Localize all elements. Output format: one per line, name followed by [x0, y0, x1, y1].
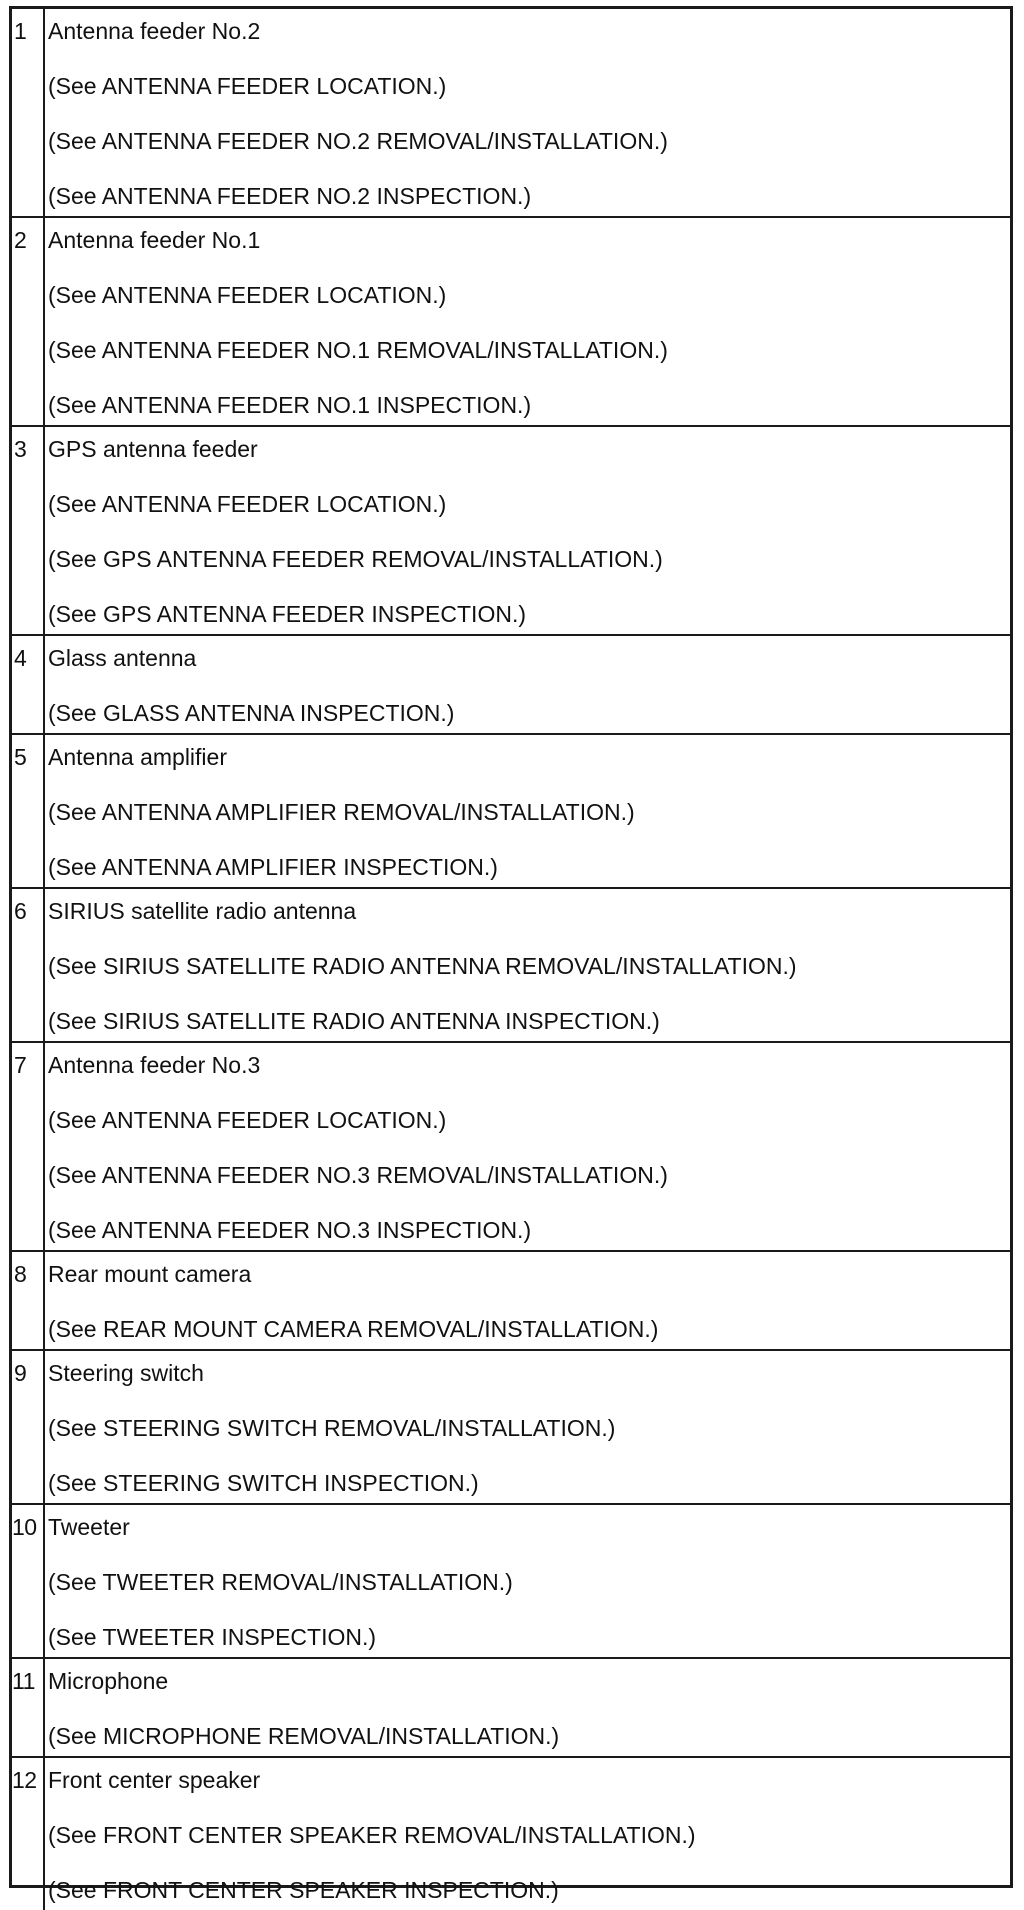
reference-link[interactable]: (See FRONT CENTER SPEAKER INSPECTION.): [48, 1877, 559, 1903]
reference-link[interactable]: (See SIRIUS SATELLITE RADIO ANTENNA INSPECTION.): [48, 1008, 660, 1034]
item-number: 7: [12, 1043, 45, 1250]
item-title: Glass antenna: [48, 645, 197, 671]
item-content: [45, 1659, 1010, 1756]
item-content: [45, 1252, 1010, 1349]
item-content: [45, 427, 1010, 634]
item-content: [45, 9, 1010, 216]
item-number: 10: [12, 1505, 45, 1657]
reference-link[interactable]: (See STEERING SWITCH REMOVAL/INSTALLATION.): [48, 1415, 616, 1441]
item-title: Rear mount camera: [48, 1261, 252, 1287]
table-row: [12, 1659, 1010, 1758]
item-title: Microphone: [48, 1668, 169, 1694]
item-content: [45, 1043, 1010, 1250]
table-row: [12, 1758, 1010, 1910]
item-content: [45, 1505, 1010, 1657]
table-row: [12, 889, 1010, 1043]
item-number: 8: [12, 1252, 45, 1349]
item-title: Antenna feeder No.3: [48, 1052, 261, 1078]
reference-link[interactable]: (See GPS ANTENNA FEEDER INSPECTION.): [48, 601, 526, 627]
item-title: Antenna amplifier: [48, 744, 227, 770]
reference-link[interactable]: (See ANTENNA FEEDER NO.1 INSPECTION.): [48, 392, 532, 418]
table-row: [12, 636, 1010, 735]
reference-link[interactable]: (See MICROPHONE REMOVAL/INSTALLATION.): [48, 1723, 560, 1749]
item-number: 12: [12, 1758, 45, 1910]
table-row: [12, 218, 1010, 427]
reference-link[interactable]: (See ANTENNA FEEDER NO.2 REMOVAL/INSTALLATION.): [48, 128, 668, 154]
table-row: [12, 1351, 1010, 1505]
reference-link[interactable]: (See REAR MOUNT CAMERA REMOVAL/INSTALLATION.): [48, 1316, 659, 1342]
reference-link[interactable]: (See ANTENNA FEEDER LOCATION.): [48, 1107, 447, 1133]
item-title: GPS antenna feeder: [48, 436, 258, 462]
reference-link[interactable]: (See FRONT CENTER SPEAKER REMOVAL/INSTALLATION.): [48, 1822, 696, 1848]
reference-link[interactable]: (See ANTENNA AMPLIFIER INSPECTION.): [48, 854, 498, 880]
table-row: [12, 427, 1010, 636]
item-number: 1: [12, 9, 45, 216]
reference-link[interactable]: (See ANTENNA FEEDER LOCATION.): [48, 491, 447, 517]
reference-link[interactable]: (See ANTENNA FEEDER NO.3 INSPECTION.): [48, 1217, 532, 1243]
reference-link[interactable]: (See ANTENNA FEEDER NO.3 REMOVAL/INSTALLATION.): [48, 1162, 668, 1188]
item-title: Antenna feeder No.1: [48, 227, 261, 253]
reference-link[interactable]: (See STEERING SWITCH INSPECTION.): [48, 1470, 479, 1496]
item-title: Antenna feeder No.2: [48, 18, 261, 44]
item-content: [45, 735, 1010, 887]
item-title: Front center speaker: [48, 1767, 261, 1793]
table-row: [12, 9, 1010, 218]
reference-link[interactable]: (See TWEETER INSPECTION.): [48, 1624, 377, 1650]
item-number: 4: [12, 636, 45, 733]
item-content: [45, 636, 1010, 733]
reference-link[interactable]: (See ANTENNA FEEDER LOCATION.): [48, 73, 447, 99]
item-title: Steering switch: [48, 1360, 204, 1386]
reference-link[interactable]: (See ANTENNA FEEDER NO.2 INSPECTION.): [48, 183, 532, 209]
reference-link[interactable]: (See GPS ANTENNA FEEDER REMOVAL/INSTALLATION.): [48, 546, 663, 572]
item-number: 2: [12, 218, 45, 425]
table-row: [12, 1252, 1010, 1351]
item-title: Tweeter: [48, 1514, 130, 1540]
item-number: 3: [12, 427, 45, 634]
component-table: [9, 6, 1013, 1903]
item-title: SIRIUS satellite radio antenna: [48, 898, 357, 924]
item-number: 5: [12, 735, 45, 887]
reference-link[interactable]: (See ANTENNA FEEDER NO.1 REMOVAL/INSTALLATION.): [48, 337, 668, 363]
item-number: 11: [12, 1659, 45, 1756]
reference-link[interactable]: (See ANTENNA AMPLIFIER REMOVAL/INSTALLATION.): [48, 799, 635, 825]
item-content: [45, 218, 1010, 425]
item-number: 9: [12, 1351, 45, 1503]
reference-link[interactable]: (See TWEETER REMOVAL/INSTALLATION.): [48, 1569, 513, 1595]
table-row: [12, 1043, 1010, 1252]
reference-link[interactable]: (See SIRIUS SATELLITE RADIO ANTENNA REMOVAL/INSTALLATION.): [48, 953, 797, 979]
item-content: [45, 1758, 1010, 1910]
table-row: [12, 1505, 1010, 1659]
table-row: [12, 735, 1010, 889]
item-content: [45, 889, 1010, 1041]
reference-link[interactable]: (See GLASS ANTENNA INSPECTION.): [48, 700, 455, 726]
item-content: [45, 1351, 1010, 1503]
reference-link[interactable]: (See ANTENNA FEEDER LOCATION.): [48, 282, 447, 308]
item-number: 6: [12, 889, 45, 1041]
